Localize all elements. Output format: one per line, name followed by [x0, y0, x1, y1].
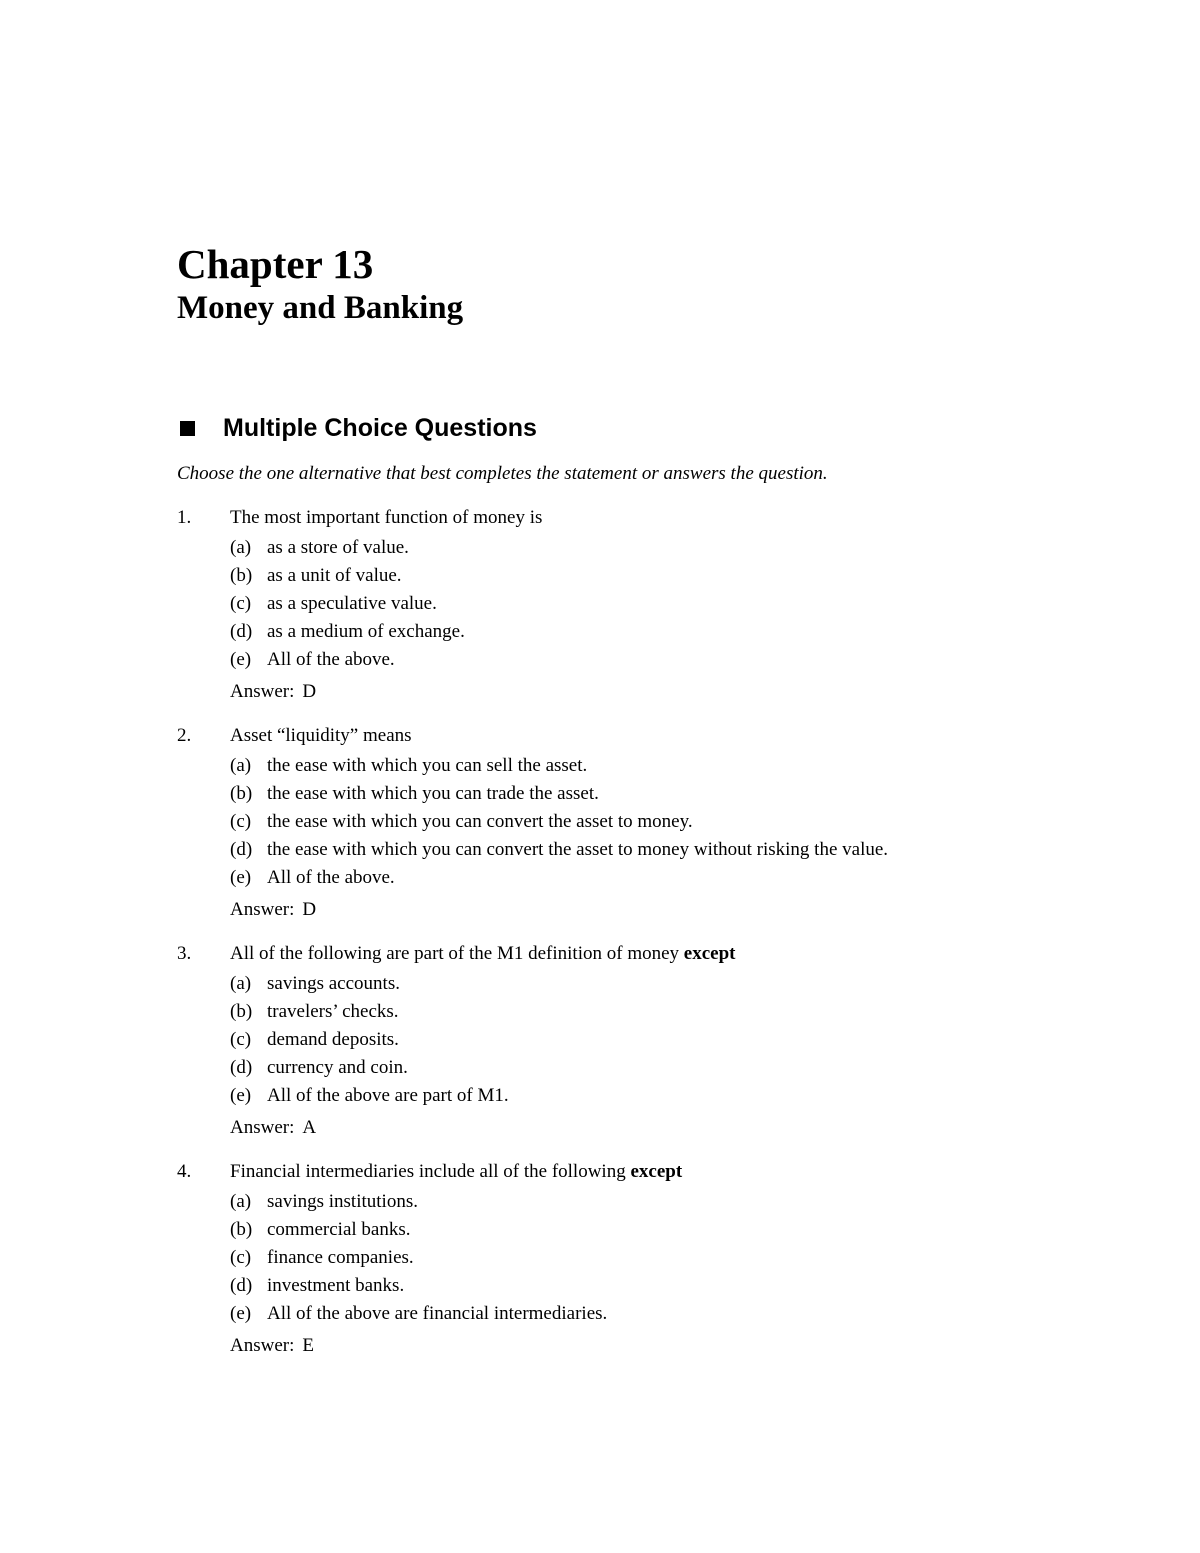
answer-line	[230, 1332, 1077, 1360]
answer-line	[230, 1114, 1077, 1142]
option-letter: (d)	[230, 621, 253, 642]
option-text: the ease with which you can convert the asset to money.	[267, 811, 693, 832]
option-letter: (a)	[230, 973, 252, 994]
option-list	[230, 534, 1077, 674]
option-c	[230, 1026, 1077, 1054]
option-b	[230, 1216, 1077, 1244]
question-stem	[177, 722, 1077, 750]
question-stem-text: Financial intermediaries include all of the following	[230, 1161, 626, 1182]
option-e	[230, 646, 1077, 674]
answer-label: Answer:	[230, 899, 295, 920]
option-b	[230, 780, 1077, 808]
option-letter: (e)	[230, 1085, 252, 1106]
option-text: the ease with which you can sell the asset.	[267, 755, 588, 776]
question-3	[177, 940, 1077, 1142]
option-letter: (e)	[230, 1303, 252, 1324]
option-d	[230, 1272, 1077, 1300]
option-c	[230, 808, 1077, 836]
option-text: All of the above are part of M1.	[267, 1085, 509, 1106]
option-letter: (a)	[230, 755, 252, 776]
option-letter: (b)	[230, 1219, 253, 1240]
option-text: as a speculative value.	[267, 593, 437, 614]
answer-value: A	[302, 1117, 317, 1138]
question-stem-text: All of the following are part of the M1 definition of money	[230, 943, 680, 964]
option-text: travelers’ checks.	[267, 1001, 399, 1022]
option-letter: (c)	[230, 811, 252, 832]
option-text: as a store of value.	[267, 537, 409, 558]
question-text	[230, 504, 1077, 532]
option-text: savings institutions.	[267, 1191, 418, 1212]
option-b	[230, 562, 1077, 590]
option-a	[230, 534, 1077, 562]
option-letter: (e)	[230, 649, 252, 670]
option-list	[230, 752, 1077, 892]
instructions: Choose the one alternative that best completes the statement or answers the question.	[177, 463, 828, 484]
option-d	[230, 836, 1077, 864]
option-e	[230, 864, 1077, 892]
option-text: All of the above are financial intermediaries.	[267, 1303, 608, 1324]
emphasis-except: except	[683, 943, 736, 964]
option-letter: (d)	[230, 1057, 253, 1078]
question-stem	[177, 504, 1077, 532]
option-text: demand deposits.	[267, 1029, 399, 1050]
chapter-title: Chapter 13	[177, 241, 374, 287]
option-a	[230, 1188, 1077, 1216]
question-text	[230, 940, 1077, 968]
document-page	[177, 240, 1077, 1360]
option-letter: (d)	[230, 839, 253, 860]
option-text: commercial banks.	[267, 1219, 411, 1240]
option-letter: (a)	[230, 1191, 252, 1212]
option-list	[230, 1188, 1077, 1328]
section-heading	[177, 412, 1077, 444]
answer-label: Answer:	[230, 1335, 295, 1356]
option-text: the ease with which you can trade the asset.	[267, 783, 599, 804]
option-text: finance companies.	[267, 1247, 414, 1268]
question-text	[230, 1158, 1077, 1186]
question-number: 2.	[177, 725, 192, 746]
option-d	[230, 618, 1077, 646]
question-1	[177, 504, 1077, 706]
option-letter: (b)	[230, 565, 253, 586]
option-text: investment banks.	[267, 1275, 405, 1296]
question-text	[230, 722, 1077, 750]
emphasis-except: except	[630, 1161, 683, 1182]
option-letter: (b)	[230, 1001, 253, 1022]
option-text: the ease with which you can convert the asset to money without risking the value.	[267, 839, 889, 860]
answer-value: D	[302, 899, 317, 920]
question-stem-text: The most important function of money is	[230, 507, 543, 528]
option-a	[230, 970, 1077, 998]
option-text: All of the above.	[267, 867, 395, 888]
option-c	[230, 590, 1077, 618]
option-c	[230, 1244, 1077, 1272]
option-b	[230, 998, 1077, 1026]
answer-value: D	[302, 681, 317, 702]
option-letter: (e)	[230, 867, 252, 888]
option-letter: (d)	[230, 1275, 253, 1296]
option-letter: (b)	[230, 783, 253, 804]
question-number: 4.	[177, 1161, 192, 1182]
question-2	[177, 722, 1077, 924]
question-number: 1.	[177, 507, 192, 528]
question-stem-text: Asset “liquidity” means	[230, 725, 412, 746]
option-text: savings accounts.	[267, 973, 400, 994]
option-letter: (c)	[230, 593, 252, 614]
option-d	[230, 1054, 1077, 1082]
answer-line	[230, 678, 1077, 706]
question-number: 3.	[177, 943, 192, 964]
answer-label: Answer:	[230, 681, 295, 702]
option-list	[230, 970, 1077, 1110]
question-4	[177, 1158, 1077, 1360]
answer-value: E	[302, 1335, 314, 1356]
square-bullet-icon	[180, 421, 195, 436]
question-stem	[177, 1158, 1077, 1186]
section-heading-label: Multiple Choice Questions	[223, 413, 537, 442]
option-letter: (a)	[230, 537, 252, 558]
question-stem	[177, 940, 1077, 968]
option-text: as a medium of exchange.	[267, 621, 465, 642]
option-e	[230, 1300, 1077, 1328]
option-a	[230, 752, 1077, 780]
answer-line	[230, 896, 1077, 924]
option-letter: (c)	[230, 1029, 252, 1050]
option-letter: (c)	[230, 1247, 252, 1268]
option-text: as a unit of value.	[267, 565, 402, 586]
option-e	[230, 1082, 1077, 1110]
answer-label: Answer:	[230, 1117, 295, 1138]
chapter-subtitle: Money and Banking	[177, 290, 464, 326]
option-text: All of the above.	[267, 649, 395, 670]
option-text: currency and coin.	[267, 1057, 408, 1078]
